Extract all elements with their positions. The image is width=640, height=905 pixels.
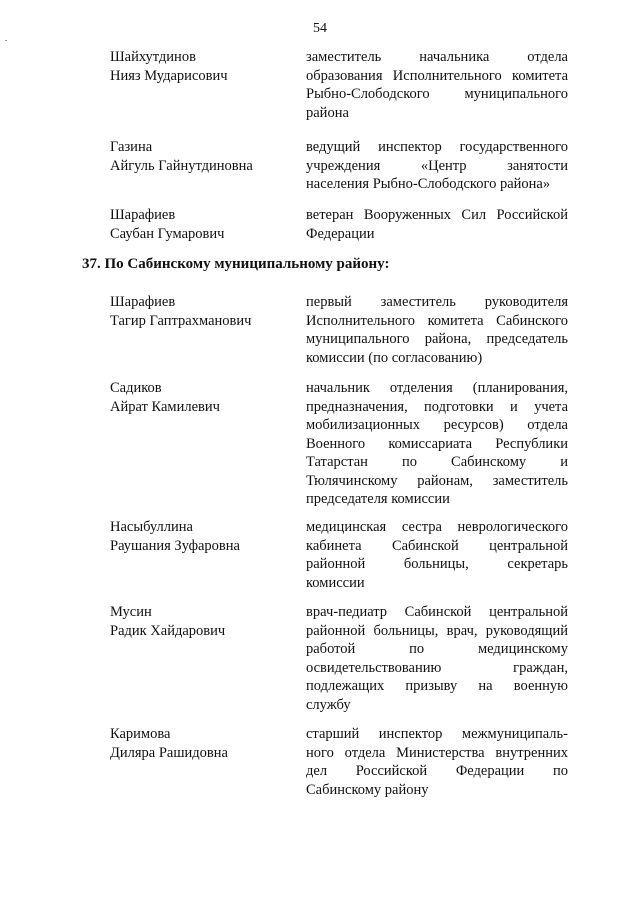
member-position xyxy=(306,293,568,367)
member-name xyxy=(110,48,295,86)
position-line: районной больницы, секретарь xyxy=(306,556,568,572)
position-line: учреждения «Центр занятости xyxy=(306,157,568,174)
member-given-name: Айрат Камилевич xyxy=(110,399,220,415)
margin-mark xyxy=(5,40,7,41)
position-line: дел Российской Федерации по xyxy=(306,763,568,779)
member-name xyxy=(110,138,295,176)
member-given-name: Саубан Гумарович xyxy=(110,226,225,242)
member-given-name: Тагир Гаптрахманович xyxy=(110,313,252,329)
position-line: врач-педиатр Сабинской центральной xyxy=(306,604,568,620)
position-line: Исполнительного комитета Сабинского xyxy=(306,312,568,329)
position-line: образования Исполнительного комитета xyxy=(306,67,568,84)
position-line: первый заместитель руководителя xyxy=(306,294,568,310)
member-name xyxy=(110,293,295,331)
position-line: Татарстан по Сабинскому и xyxy=(306,454,568,470)
member-surname: Газина xyxy=(110,139,153,155)
position-line: Рыбно-Слободского муниципального xyxy=(306,86,568,102)
member-name xyxy=(110,206,295,244)
member-position xyxy=(306,379,568,509)
position-line: кабинета Сабинской центральной xyxy=(306,537,568,554)
position-line: района xyxy=(306,104,349,121)
position-line: комиссии xyxy=(306,574,365,591)
position-line: мобилизационных ресурсов) отдела xyxy=(306,417,568,433)
member-surname: Мусин xyxy=(110,604,152,620)
position-line: медицинская сестра неврологического xyxy=(306,519,568,535)
position-line: подлежащих призыву на военную xyxy=(306,678,568,694)
position-line: предназначения, подготовки и учета xyxy=(306,398,568,415)
member-surname: Шайхутдинов xyxy=(110,49,196,65)
member-name xyxy=(110,603,295,641)
position-line: комиссии (по согласованию) xyxy=(306,349,483,366)
member-given-name: Радик Хайдарович xyxy=(110,623,226,639)
position-line: заместитель начальника отдела xyxy=(306,49,568,65)
position-line: муниципального района, председатель xyxy=(306,331,568,347)
member-given-name: Диляра Рашидовна xyxy=(110,745,228,761)
position-line: старший инспектор межмуниципаль- xyxy=(306,726,568,742)
position-line: ведущий инспектор государственного xyxy=(306,139,568,155)
section-heading: 37. По Сабинскому муниципальному району: xyxy=(82,256,390,272)
member-surname: Каримова xyxy=(110,726,171,742)
position-line: службу xyxy=(306,696,351,713)
member-surname: Шарафиев xyxy=(110,207,176,223)
member-surname: Шарафиев xyxy=(110,294,176,310)
member-surname: Садиков xyxy=(110,380,162,396)
member-position xyxy=(306,48,568,122)
position-line: освидетельствованию граждан, xyxy=(306,659,568,676)
position-line: Тюлячинскому районам, заместитель xyxy=(306,472,568,489)
page-number: 54 xyxy=(313,21,327,36)
member-given-name: Раушания Зуфаровна xyxy=(110,538,240,554)
position-line: ного отдела Министерства внутренних xyxy=(306,744,568,761)
member-position xyxy=(306,603,568,714)
member-position xyxy=(306,138,568,194)
member-position xyxy=(306,518,568,592)
member-given-name: Айгуль Гайнутдиновна xyxy=(110,158,253,174)
position-line: работой по медицинскому xyxy=(306,641,568,657)
member-position xyxy=(306,725,568,799)
position-line: районной больницы, врач, руководящий xyxy=(306,622,568,639)
member-position xyxy=(306,206,568,243)
member-name xyxy=(110,379,295,417)
position-line: ветеран Вооруженных Сил Российской xyxy=(306,207,568,223)
position-line: Военного комиссариата Республики xyxy=(306,435,568,452)
member-name xyxy=(110,725,295,763)
position-line: начальник отделения (планирования, xyxy=(306,380,568,396)
member-given-name: Нияз Мударисович xyxy=(110,68,228,84)
position-line: населения Рыбно-Слободского района» xyxy=(306,176,551,192)
position-line: председателя комиссии xyxy=(306,491,450,507)
position-line: Федерации xyxy=(306,225,375,242)
member-name xyxy=(110,518,295,556)
position-line: Сабинскому району xyxy=(306,781,429,798)
member-surname: Насыбуллина xyxy=(110,519,193,535)
